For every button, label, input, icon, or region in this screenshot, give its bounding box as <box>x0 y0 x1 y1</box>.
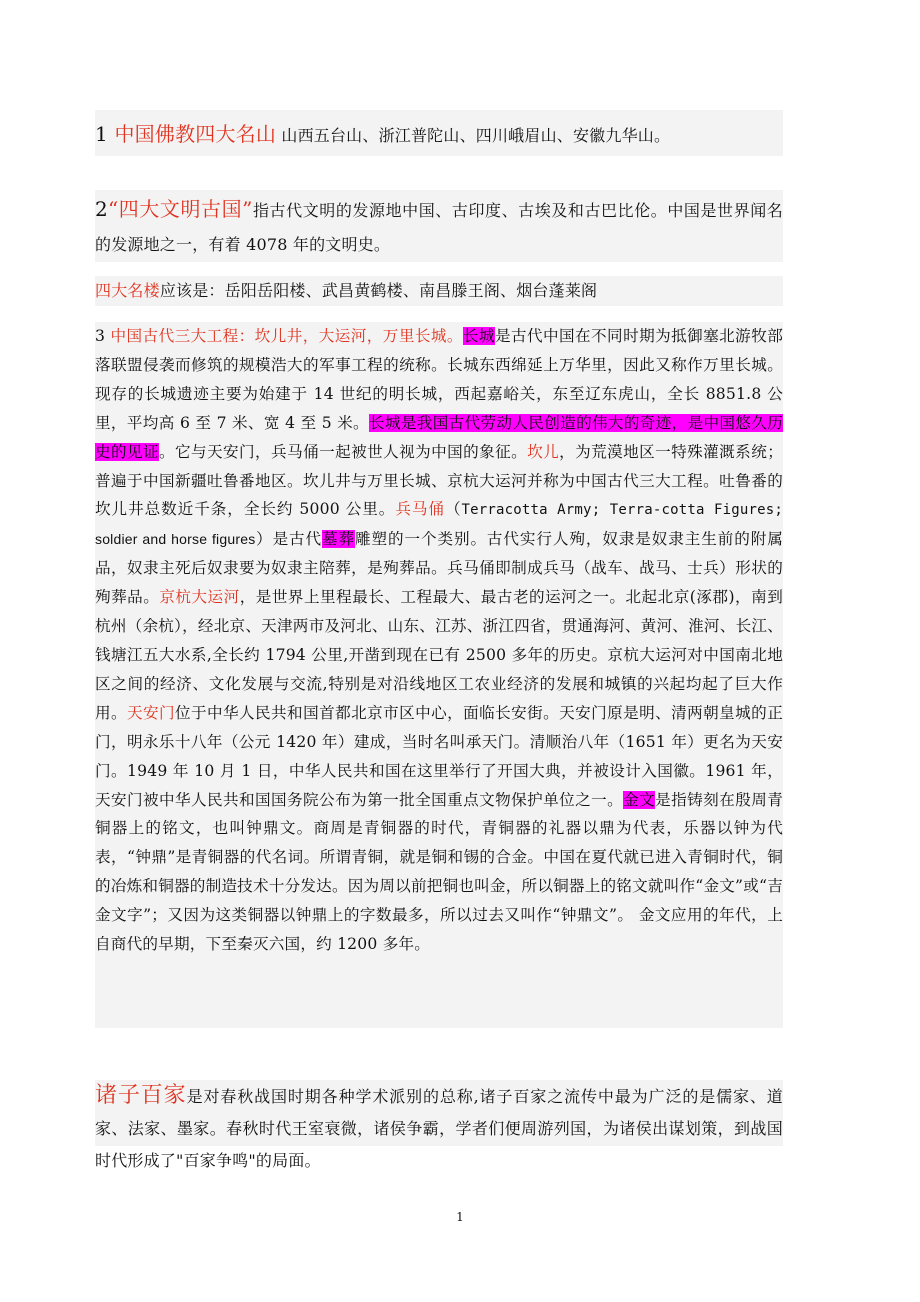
english-term: soldier and horse figures <box>95 531 256 548</box>
paragraph-text: （ <box>444 500 462 519</box>
section-three-great-projects <box>95 322 783 1028</box>
paragraph <box>95 110 783 148</box>
item-number: 1 <box>95 122 115 146</box>
paragraph-text: ，为荒漠地区一特殊灌溉系统；普遍于中国新疆吐鲁番地区。坎儿井与万里长城、京杭大运河并称为中国古代三大工程。吐鲁番的坎儿井总数近千条，全长约 5000 公里。 <box>95 442 783 519</box>
paragraph <box>95 276 783 305</box>
paragraph-text: 位于中华人民共和国首都北京市区中心，面临长安街。天安门原是明、清两朝皇城的正门，明永乐十八年（公元 1420 年）建成，当时名叫承天门。清顺治八年（1651 年）更名为天安门。1949 年 10 月 1 日，中华人民共和国在这里举行了开国大典，并被设计入国徽。1961 年，天安门被中华人民共和国国务院公布为第一批全国重点文物保护单位之一。 <box>95 703 783 809</box>
highlight-sentence: 长城是我国古代劳动人民创造的伟大的奇迹，是中国悠久历史的见证 <box>95 413 784 461</box>
paragraph-text: 是对春秋战国时期各种学术派别的总称,诸子百家之流传中最为广泛的是儒家、道家、法家、墨家。春秋时代王室衰微，诸侯争霸，学者们便周游列国，为诸侯出谋划策，到战国时代形成了"百家争鸣"的局面。 <box>95 1087 783 1170</box>
paragraph-text: 山西五台山、浙江普陀山、四川峨眉山、安徽九华山。 <box>276 126 671 145</box>
english-term: Terracotta Army; Terra-cotta Figures; <box>461 502 784 519</box>
paragraph-text: 。它与天安门，兵马俑一起被世人视为中国的象征。 <box>159 442 528 461</box>
paragraph-text: 雕塑的一个类别。古代实行人殉，奴隶是奴隶主生前的附属品，奴隶主死后奴隶要为奴隶主陪葬，是殉葬品。兵马俑即制成兵马（战车、战马、士兵）形状的殉葬品。 <box>95 530 784 607</box>
paragraph <box>95 1080 783 1177</box>
paragraph-text: 是古代中国在不同时期为抵御塞北游牧部落联盟侵袭而修筑的规模浩大的军事工程的统称。长城东西绵延上万华里，因此又称作万里长城。现存的长城遗迹主要为始建于 14 世纪的明长城，西起嘉峪关，东至辽东虎山，全长 8851.8 公里，平均高 6 至 7 米、宽 4 至 5 米。 <box>95 327 784 432</box>
paragraph-text: 应该是：岳阳岳阳楼、武昌黄鹤楼、南昌滕王阁、烟台蓬莱阁 <box>159 281 598 300</box>
term-grand-canal: 京杭大运河 <box>159 588 240 607</box>
paragraph-text: 指古代文明的发源地中国、古印度、古埃及和古巴比伦。中国是世界闻名的发源地之一，有着 4078 年的文明史。 <box>95 201 783 254</box>
section-title: 诸子百家 <box>95 1083 187 1108</box>
term-tiananmen: 天安门 <box>127 703 176 722</box>
page-number: 1 <box>456 1210 464 1224</box>
section-title: “四大文明古国” <box>107 197 253 221</box>
paragraph-text: 是指铸刻在殷周青铜器上的铭文，也叫钟鼎文。商周是青铜器的时代，青铜器的礼器以鼎为代表，乐器以钟为代表，“钟鼎”是青铜器的代名词。所谓青铜，就是铜和锡的合金。中国在夏代就已进入青铜时代，铜的冶炼和铜器的制造技术十分发达。因为周以前把铜也叫金，所以铜器上的铭文就叫作“金文”或“吉金文字”；又因为这类铜器以钟鼎上的字数最多，所以过去又叫作“钟鼎文”。 金文应用的年代，上自商代的早期，下至秦灭六国，约 1200 多年。 <box>95 790 783 954</box>
item-number: 2 <box>95 197 108 221</box>
section-hundred-schools <box>95 1080 783 1170</box>
paragraph <box>95 190 783 262</box>
highlight-great-wall: 长城 <box>462 327 495 345</box>
term-kanerjing: 坎儿 <box>527 442 560 461</box>
section-title: 中国佛教四大名山 <box>114 122 277 146</box>
paragraph-text: ，是世界上里程最长、工程最大、最古老的运河之一。北起北京(涿郡)，南到杭州（余杭），经北京、天津两市及河北、山东、江苏、浙江四省，贯通海河、黄河、淮河、长江、钱塘江五大水系,全长约 1794 公里,开凿到现在已有 2500 多年的历史。京杭大运河对中国南北地区之间的经济、文化发展与交流,特别是对沿线地区工农业经济的发展和城镇的兴起均起了巨大作用。 <box>95 588 783 722</box>
item-number: 3 <box>95 327 111 345</box>
section-famous-towers <box>95 276 783 306</box>
highlight-tomb: 墓葬 <box>322 530 356 549</box>
section-title: 中国古代三大工程：坎儿井，大运河，万里长城。 <box>110 327 463 345</box>
highlight-jinwen: 金文 <box>623 790 656 809</box>
section-ancient-civilizations <box>95 190 783 262</box>
paragraph-text: ）是古代 <box>255 530 323 549</box>
term-terracotta: 兵马俑 <box>395 500 445 519</box>
section-title: 四大名楼 <box>95 281 160 300</box>
paragraph <box>95 322 783 959</box>
section-buddhist-mountains <box>95 110 783 156</box>
